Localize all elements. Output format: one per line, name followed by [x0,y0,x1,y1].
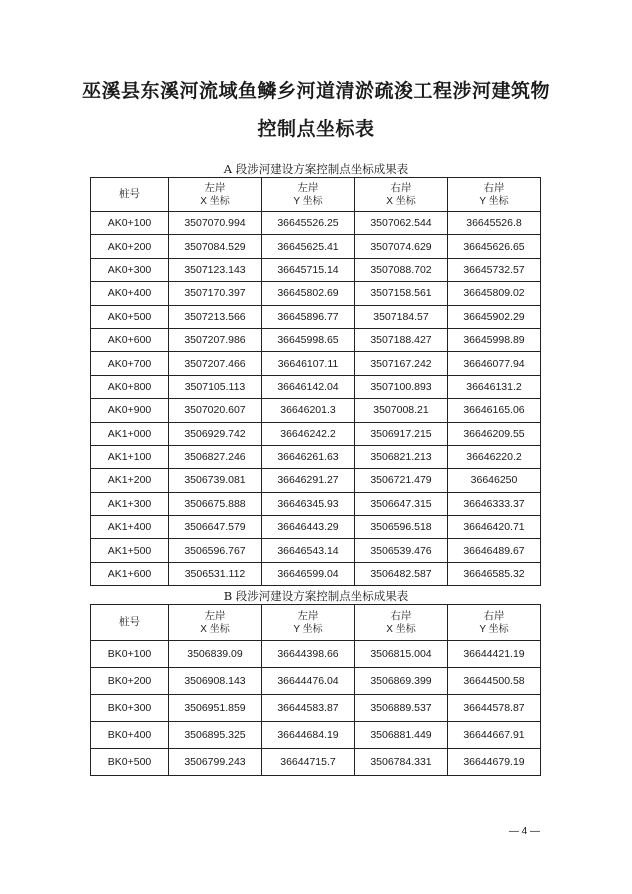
header-left-x-coord: X 坐标 [200,195,230,207]
cell-left-x: 3506839.09 [169,641,262,668]
table-row [91,212,541,235]
cell-left-x: 3507207.986 [169,328,262,351]
cell-right-y: 36646420.71 [448,516,541,539]
cell-pile: AK1+100 [91,445,169,468]
cell-pile: BK0+300 [91,695,169,722]
cell-left-y: 36645526.25 [262,212,355,235]
cell-left-y: 36645998.65 [262,328,355,351]
cell-right-y: 36646220.2 [448,445,541,468]
table-row [91,328,541,351]
cell-right-y: 36646209.55 [448,422,541,445]
cell-right-y: 36644500.58 [448,668,541,695]
cell-left-y: 36644684.19 [262,722,355,749]
cell-right-x: 3506596.518 [355,516,448,539]
cell-left-y: 36644476.04 [262,668,355,695]
cell-right-y: 36644578.87 [448,695,541,722]
cell-left-x: 3506929.742 [169,422,262,445]
cell-left-x: 3507170.397 [169,282,262,305]
table-b-header-row [91,605,541,641]
cell-right-y: 36644679.19 [448,749,541,776]
table-row [91,749,541,776]
cell-pile: BK0+100 [91,641,169,668]
page-number: — 4 — [508,826,540,837]
cell-right-y: 36645998.89 [448,328,541,351]
table-row [91,562,541,585]
header-right-x-coord: X 坐标 [386,195,416,207]
cell-right-y: 36646077.94 [448,352,541,375]
table-row [91,305,541,328]
cell-pile: AK0+700 [91,352,169,375]
cell-pile: AK0+900 [91,399,169,422]
cell-right-x: 3507100.893 [355,375,448,398]
header-right-y-bank: 右岸 [483,181,505,194]
cell-left-x: 3506951.859 [169,695,262,722]
cell-right-x: 3507158.561 [355,282,448,305]
cell-left-x: 3507213.566 [169,305,262,328]
cell-right-x: 3506784.331 [355,749,448,776]
cell-right-y: 36646165.06 [448,399,541,422]
cell-pile: BK0+400 [91,722,169,749]
cell-right-y: 36645902.29 [448,305,541,328]
cell-left-x: 3506531.112 [169,562,262,585]
table-row [91,235,541,258]
cell-right-x: 3506539.476 [355,539,448,562]
header-right-x-coord: X 坐标 [386,623,416,635]
cell-right-x: 3507188.427 [355,328,448,351]
cell-pile: AK1+300 [91,492,169,515]
table-b-body [91,641,541,776]
cell-left-y: 36646291.27 [262,469,355,492]
table-row [91,399,541,422]
table-row [91,352,541,375]
cell-left-x: 3507207.466 [169,352,262,375]
table-row [91,375,541,398]
table-row [91,695,541,722]
header-left-y [262,178,355,212]
document-title: 巫溪县东溪河流域鱼鳞乡河道清淤疏浚工程涉河建筑物 [81,80,550,102]
table-row [91,641,541,668]
header-left-x-bank: 左岸 [204,181,226,194]
cell-right-y: 36646489.67 [448,539,541,562]
cell-pile: AK1+000 [91,422,169,445]
cell-right-y: 36646131.2 [448,375,541,398]
table-row [91,422,541,445]
header-pile: 桩号 [91,178,169,212]
cell-pile: BK0+500 [91,749,169,776]
cell-right-y: 36645809.02 [448,282,541,305]
header-left-x-bank: 左岸 [204,609,226,622]
header-left-y-bank: 左岸 [297,181,319,194]
cell-pile: AK0+800 [91,375,169,398]
cell-right-y: 36645526.8 [448,212,541,235]
table-row [91,282,541,305]
cell-right-y: 36644421.19 [448,641,541,668]
cell-right-y: 36645626.65 [448,235,541,258]
cell-left-y: 36644398.66 [262,641,355,668]
table-row [91,469,541,492]
cell-right-x: 3506869.399 [355,668,448,695]
header-right-x [355,178,448,212]
cell-left-x: 3506647.579 [169,516,262,539]
cell-pile: AK0+400 [91,282,169,305]
cell-right-x: 3506821.213 [355,445,448,468]
cell-pile: BK0+200 [91,668,169,695]
header-right-y-coord: Y 坐标 [479,623,509,635]
table-b [90,604,541,776]
header-right-y-bank: 右岸 [483,609,505,622]
table-row [91,445,541,468]
header-pile: 桩号 [91,605,169,641]
table-row [91,516,541,539]
cell-pile: AK0+500 [91,305,169,328]
cell-right-x: 3506889.537 [355,695,448,722]
cell-right-y: 36644667.91 [448,722,541,749]
cell-pile: AK0+100 [91,212,169,235]
cell-pile: AK0+600 [91,328,169,351]
cell-left-y: 36646201.3 [262,399,355,422]
cell-left-x: 3507020.607 [169,399,262,422]
cell-left-y: 36645802.69 [262,282,355,305]
cell-left-x: 3506799.243 [169,749,262,776]
cell-right-x: 3506647.315 [355,492,448,515]
header-left-y-bank: 左岸 [297,609,319,622]
header-right-y [448,178,541,212]
table-a [90,177,541,586]
cell-left-y: 36646261.63 [262,445,355,468]
cell-right-x: 3507008.21 [355,399,448,422]
cell-right-x: 3506881.449 [355,722,448,749]
cell-right-x: 3506482.587 [355,562,448,585]
cell-right-x: 3507088.702 [355,258,448,281]
cell-left-x: 3506827.246 [169,445,262,468]
cell-pile: AK0+200 [91,235,169,258]
cell-pile: AK1+400 [91,516,169,539]
cell-left-x: 3507084.529 [169,235,262,258]
cell-pile: AK1+600 [91,562,169,585]
cell-left-y: 36646599.04 [262,562,355,585]
cell-left-y: 36646107.11 [262,352,355,375]
cell-right-y: 36646585.32 [448,562,541,585]
header-left-x-coord: X 坐标 [200,623,230,635]
cell-right-x: 3506815.004 [355,641,448,668]
cell-left-y: 36646242.2 [262,422,355,445]
cell-left-y: 36646443.29 [262,516,355,539]
cell-left-y: 36646345.93 [262,492,355,515]
table-b-caption: B 段涉河建设方案控制点坐标成果表 [223,589,409,603]
cell-left-y: 36646543.14 [262,539,355,562]
cell-right-y: 36646333.37 [448,492,541,515]
header-left-y [262,605,355,641]
cell-right-y: 36646250 [448,469,541,492]
table-a-body [91,212,541,586]
table-row [91,258,541,281]
cell-right-x: 3507167.242 [355,352,448,375]
cell-left-x: 3506739.081 [169,469,262,492]
cell-right-x: 3506721.479 [355,469,448,492]
document-subtitle: 控制点坐标表 [257,118,375,140]
table-row [91,539,541,562]
cell-left-x: 3507105.113 [169,375,262,398]
cell-left-y: 36645715.14 [262,258,355,281]
cell-left-x: 3506895.325 [169,722,262,749]
header-right-x-bank: 右岸 [390,181,412,194]
table-row [91,722,541,749]
cell-pile: AK1+200 [91,469,169,492]
header-left-x [169,605,262,641]
cell-left-x: 3507070.994 [169,212,262,235]
table-row [91,492,541,515]
cell-left-y: 36644583.87 [262,695,355,722]
cell-left-x: 3506908.143 [169,668,262,695]
cell-right-y: 36645732.57 [448,258,541,281]
header-right-x-bank: 右岸 [390,609,412,622]
table-a-header-row [91,178,541,212]
cell-right-x: 3506917.215 [355,422,448,445]
cell-left-y: 36645896.77 [262,305,355,328]
cell-right-x: 3507074.629 [355,235,448,258]
header-right-x [355,605,448,641]
header-left-y-coord: Y 坐标 [293,195,323,207]
table-row [91,668,541,695]
cell-left-x: 3506675.888 [169,492,262,515]
cell-left-y: 36645625.41 [262,235,355,258]
header-left-x [169,178,262,212]
cell-left-y: 36646142.04 [262,375,355,398]
cell-left-x: 3507123.143 [169,258,262,281]
cell-right-x: 3507062.544 [355,212,448,235]
header-right-y [448,605,541,641]
header-left-y-coord: Y 坐标 [293,623,323,635]
cell-left-y: 36644715.7 [262,749,355,776]
cell-left-x: 3506596.767 [169,539,262,562]
cell-pile: AK0+300 [91,258,169,281]
cell-pile: AK1+500 [91,539,169,562]
cell-right-x: 3507184.57 [355,305,448,328]
table-a-caption: A 段涉河建设方案控制点坐标成果表 [223,162,409,176]
header-right-y-coord: Y 坐标 [479,195,509,207]
